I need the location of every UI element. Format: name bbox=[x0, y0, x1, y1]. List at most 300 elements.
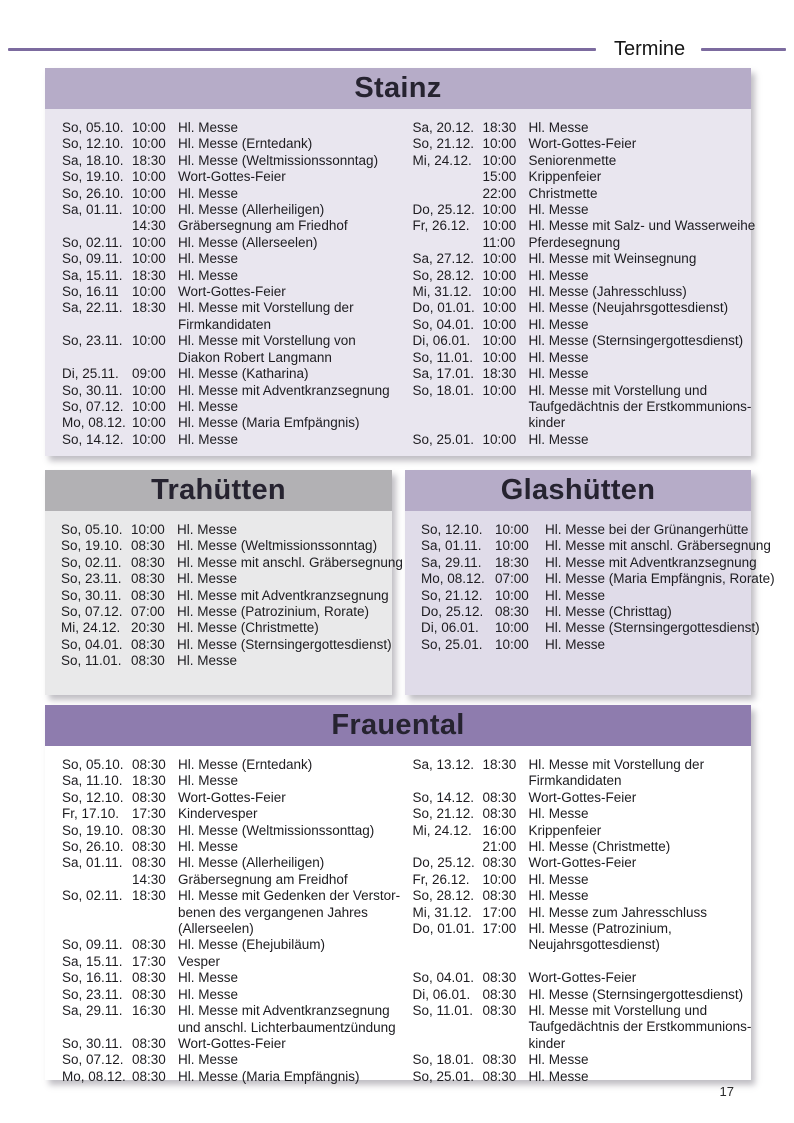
schedule-row bbox=[62, 823, 397, 839]
event-description: Hl. Messe mit Vorstellung der bbox=[528, 757, 705, 772]
event-time: 08:30 bbox=[131, 636, 165, 652]
schedule-row bbox=[413, 120, 748, 136]
schedule-row bbox=[413, 1069, 748, 1085]
schedule-row bbox=[412, 218, 756, 234]
schedule-row bbox=[62, 806, 397, 822]
event-date: Mo, 08.12. bbox=[421, 571, 485, 587]
schedule-row bbox=[413, 169, 748, 185]
event-time bbox=[132, 921, 176, 937]
schedule-row bbox=[421, 637, 747, 653]
event-time bbox=[483, 1019, 527, 1035]
event-description: Hl. Messe bbox=[177, 522, 238, 537]
event-description: kinder bbox=[528, 415, 566, 431]
event-date: Mi, 24.12. bbox=[61, 620, 121, 636]
event-date: Sa, 13.12. bbox=[412, 757, 475, 772]
event-date: Fr, 26.12. bbox=[412, 218, 470, 234]
event-date: So, 25.01. bbox=[412, 1068, 475, 1084]
event-time: 20:30 bbox=[131, 620, 165, 636]
schedule-row bbox=[413, 268, 748, 284]
event-date: Di, 06.01. bbox=[421, 620, 479, 636]
event-time: 10:00 bbox=[482, 251, 517, 267]
event-date bbox=[62, 872, 132, 888]
event-description: Hl. Messe bbox=[178, 398, 239, 414]
event-description: Hl. Messe bbox=[177, 653, 238, 669]
schedule-row bbox=[413, 954, 748, 970]
event-date bbox=[62, 921, 132, 937]
schedule-row bbox=[62, 218, 397, 234]
event-date: Fr, 17.10. bbox=[62, 806, 120, 822]
event-time: 10:00 bbox=[131, 522, 165, 537]
event-date: So, 19.10. bbox=[62, 169, 124, 185]
event-description: Neujahrsgottesdienst) bbox=[528, 937, 660, 953]
schedule-row bbox=[413, 757, 748, 773]
event-time: 22:00 bbox=[482, 185, 517, 201]
event-date bbox=[413, 773, 483, 789]
event-description: Taufgedächtnis der Erstkommunions- bbox=[528, 1019, 752, 1035]
schedule-row bbox=[413, 251, 748, 267]
schedule-row bbox=[62, 855, 397, 871]
event-time: 10:00 bbox=[132, 185, 166, 201]
event-description: Hl. Messe bbox=[528, 1068, 589, 1084]
event-description: Hl. Messe bbox=[528, 120, 589, 135]
schedule-row bbox=[61, 636, 392, 653]
event-description: Hl. Messe (Maria Empfängnis, Rorate) bbox=[545, 571, 775, 587]
schedule-row bbox=[62, 1069, 397, 1085]
event-date: Sa, 11.10. bbox=[62, 773, 123, 789]
schedule-column bbox=[401, 757, 752, 1085]
event-date: Do, 01.01. bbox=[412, 300, 475, 316]
event-description: Hl. Messe (Jahresschluss) bbox=[528, 284, 687, 300]
event-description: Vesper bbox=[178, 953, 221, 969]
event-description: Hl. Messe (Weltmissionssonntag) bbox=[177, 538, 378, 554]
event-time: 08:30 bbox=[482, 986, 517, 1002]
event-time: 10:00 bbox=[482, 218, 517, 234]
event-description: Hl. Messe bbox=[528, 267, 589, 283]
event-date: So, 02.11. bbox=[62, 234, 123, 250]
event-description: Hl. Messe (Allerheiligen) bbox=[178, 855, 325, 871]
schedule-row bbox=[413, 888, 748, 904]
event-date: So, 09.11. bbox=[62, 937, 123, 953]
event-date bbox=[413, 399, 483, 415]
event-date bbox=[413, 186, 483, 202]
schedule-row bbox=[61, 620, 388, 636]
event-date: So, 26.10. bbox=[62, 839, 124, 855]
event-time: 10:00 bbox=[482, 267, 517, 283]
schedule-row bbox=[413, 317, 748, 333]
event-description: benen des vergangenen Jahres bbox=[178, 904, 368, 920]
event-time: 10:00 bbox=[482, 382, 517, 398]
event-date: Di, 06.01. bbox=[412, 986, 471, 1002]
event-time: 08:30 bbox=[132, 789, 166, 805]
event-date: So, 05.10. bbox=[62, 120, 124, 135]
event-description: Hl. Messe (Ehejubiläum) bbox=[178, 937, 326, 953]
event-date: Di, 06.01. bbox=[412, 333, 471, 349]
event-description: kinder bbox=[528, 1035, 566, 1051]
event-time: 08:30 bbox=[131, 571, 165, 587]
event-description: Hl. Messe mit Adventkranzsegnung bbox=[178, 382, 390, 398]
event-time: 08:30 bbox=[131, 587, 165, 603]
schedule-row bbox=[413, 186, 748, 202]
event-description: Wort-Gottes-Feier bbox=[178, 284, 286, 300]
event-time bbox=[483, 1036, 527, 1052]
event-date: So, 09.11. bbox=[62, 251, 123, 267]
schedule-row bbox=[61, 571, 388, 587]
schedule-row bbox=[62, 333, 397, 349]
schedule-column bbox=[45, 522, 403, 670]
schedule-row bbox=[62, 921, 397, 937]
event-time bbox=[483, 773, 527, 789]
event-description: Wort-Gottes-Feier bbox=[528, 136, 637, 152]
schedule-row bbox=[62, 1036, 397, 1052]
schedule-row bbox=[62, 136, 397, 152]
event-time: 10:00 bbox=[482, 202, 517, 218]
event-date: So, 02.11. bbox=[61, 554, 122, 570]
event-time: 18:30 bbox=[132, 888, 166, 904]
schedule-row bbox=[62, 1020, 397, 1036]
section-frauental bbox=[45, 705, 752, 1084]
event-date: So, 12.10. bbox=[421, 522, 483, 537]
event-date bbox=[413, 1036, 483, 1052]
event-description: Hl. Messe bbox=[528, 349, 589, 365]
event-date: So, 23.11. bbox=[61, 571, 122, 587]
schedule-row bbox=[61, 538, 388, 554]
event-time: 18:30 bbox=[482, 120, 517, 135]
schedule-row bbox=[413, 432, 748, 448]
event-date bbox=[62, 905, 132, 921]
event-date: So, 28.12. bbox=[412, 888, 475, 904]
schedule-row bbox=[413, 806, 748, 822]
event-description: Hl. Messe mit anschl. Gräbersegnung bbox=[545, 538, 771, 554]
event-date: Mi, 31.12. bbox=[412, 904, 472, 920]
event-description: Hl. Messe mit Salz- und Wasserweihe bbox=[528, 218, 756, 234]
event-time: 18:30 bbox=[482, 757, 517, 772]
event-description: Wort-Gottes-Feier bbox=[178, 789, 286, 805]
event-description: Hl. Messe (Weltmissionssonntag) bbox=[178, 152, 379, 168]
event-time: 10:00 bbox=[495, 636, 529, 652]
event-date: Mi, 24.12. bbox=[412, 822, 472, 838]
event-date: So, 16.11. bbox=[62, 970, 123, 986]
schedule-row bbox=[421, 571, 775, 587]
schedule-row bbox=[413, 350, 748, 366]
event-date: So, 07.12. bbox=[62, 1052, 124, 1068]
schedule-row bbox=[413, 1052, 748, 1068]
schedule-row bbox=[421, 554, 757, 571]
event-date: So, 30.11. bbox=[62, 382, 123, 398]
event-time: 08:30 bbox=[482, 806, 517, 822]
event-date bbox=[62, 317, 132, 333]
event-time: 10:00 bbox=[132, 398, 166, 414]
schedule-row bbox=[413, 1003, 748, 1019]
page-number: 17 bbox=[719, 1084, 734, 1099]
event-description: Hl. Messe mit Vorstellung von bbox=[178, 333, 356, 349]
event-date: So, 14.12. bbox=[412, 789, 475, 805]
event-description: Gräbersegnung am Freidhof bbox=[178, 871, 348, 887]
event-description: Hl. Messe bbox=[178, 970, 239, 986]
event-date: So, 11.01. bbox=[412, 1003, 474, 1019]
event-time bbox=[483, 399, 527, 415]
schedule-row bbox=[62, 366, 397, 382]
event-time: 10:00 bbox=[132, 234, 166, 250]
event-time: 10:00 bbox=[482, 300, 517, 316]
schedule-row bbox=[413, 366, 748, 382]
event-time: 08:30 bbox=[132, 1052, 166, 1068]
schedule-row bbox=[61, 522, 388, 538]
event-description: Hl. Messe (Christmette) bbox=[528, 839, 671, 855]
event-description: Hl. Messe (Sternsingergottesdienst) bbox=[528, 986, 744, 1002]
event-description: Hl. Messe (Katharina) bbox=[178, 366, 309, 382]
event-time bbox=[132, 905, 176, 921]
section-stainz bbox=[45, 68, 756, 456]
schedule-row bbox=[61, 554, 403, 571]
event-date: Sa, 29.11. bbox=[421, 554, 482, 570]
event-time: 07:00 bbox=[131, 604, 165, 620]
schedule-row bbox=[62, 1052, 397, 1068]
event-time: 10:00 bbox=[482, 136, 517, 152]
event-time: 14:30 bbox=[132, 218, 166, 234]
event-date: So, 11.01. bbox=[61, 653, 122, 669]
schedule-row bbox=[413, 905, 748, 921]
event-time bbox=[483, 954, 527, 970]
event-time: 10:00 bbox=[132, 431, 166, 447]
schedule-row bbox=[62, 186, 397, 202]
event-description: Taufgedächtnis der Erstkommunions- bbox=[528, 398, 752, 414]
schedule-row bbox=[62, 399, 397, 415]
schedule-row bbox=[413, 333, 748, 349]
event-time: 10:00 bbox=[132, 120, 166, 135]
schedule-row bbox=[62, 432, 397, 448]
event-date bbox=[62, 218, 132, 234]
schedule-row bbox=[413, 383, 748, 399]
schedule-row bbox=[62, 839, 397, 855]
event-date: Sa, 15.11. bbox=[62, 953, 123, 969]
event-date: Mo, 08.12. bbox=[62, 1068, 126, 1084]
event-time: 10:00 bbox=[482, 284, 517, 300]
event-description: Hl. Messe bbox=[528, 366, 589, 382]
event-date: Mi, 31.12. bbox=[412, 284, 472, 300]
schedule-row bbox=[421, 522, 747, 538]
event-description: Hl. Messe (Erntedank) bbox=[178, 757, 313, 772]
event-description: Hl. Messe mit Vorstellung der bbox=[178, 300, 354, 316]
schedule-column bbox=[45, 120, 401, 448]
event-description: Hl. Messe bbox=[178, 431, 239, 447]
event-time: 10:00 bbox=[495, 620, 529, 636]
event-description: Pferdesegnung bbox=[528, 234, 621, 250]
section-body-stainz bbox=[45, 109, 756, 456]
event-description: (Allerseelen) bbox=[178, 921, 254, 937]
event-time: 18:30 bbox=[132, 300, 166, 316]
event-description: Wort-Gottes-Feier bbox=[178, 1035, 286, 1051]
event-date: Sa, 29.11. bbox=[62, 1003, 123, 1019]
schedule-row bbox=[62, 350, 397, 366]
schedule-row bbox=[413, 790, 748, 806]
event-time: 08:30 bbox=[482, 970, 517, 986]
event-date: Do, 25.12. bbox=[421, 604, 484, 620]
schedule-row bbox=[62, 169, 397, 185]
event-description: Hl. Messe bbox=[178, 986, 239, 1002]
event-description: Hl. Messe bbox=[528, 316, 589, 332]
event-time: 08:30 bbox=[132, 970, 166, 986]
event-description: Hl. Messe (Sternsingergottesdienst) bbox=[545, 620, 760, 636]
schedule-row bbox=[413, 823, 748, 839]
schedule-row bbox=[61, 604, 388, 620]
event-description: Hl. Messe zum Jahresschluss bbox=[528, 904, 708, 920]
event-description: Krippenfeier bbox=[528, 822, 602, 838]
event-date: So, 26.10. bbox=[62, 185, 124, 201]
event-description: Hl. Messe (Erntedank) bbox=[178, 136, 313, 152]
schedule-row bbox=[62, 317, 397, 333]
event-date: So, 16.11 bbox=[62, 284, 119, 300]
event-description: Hl. Messe (Allerheiligen) bbox=[178, 202, 325, 218]
event-time: 08:30 bbox=[131, 653, 165, 669]
schedule-row bbox=[413, 872, 748, 888]
event-date: Sa, 22.11. bbox=[62, 300, 123, 316]
schedule-row bbox=[62, 905, 397, 921]
event-time: 08:30 bbox=[482, 855, 517, 871]
event-date: Sa, 18.10. bbox=[62, 152, 124, 168]
event-description: Hl. Messe bbox=[545, 636, 606, 652]
schedule-row bbox=[413, 398, 752, 415]
event-description: Hl. Messe mit Adventkranzsegnung bbox=[545, 554, 757, 570]
event-description: Hl. Messe bbox=[178, 1052, 239, 1068]
event-date: Sa, 17.01. bbox=[412, 366, 475, 382]
event-description: Hl. Messe (Christtag) bbox=[545, 604, 672, 620]
event-date: So, 14.12. bbox=[62, 431, 124, 447]
event-description: Hl. Messe bbox=[178, 839, 239, 855]
event-time: 10:00 bbox=[482, 871, 517, 887]
event-description: Hl. Messe bbox=[178, 120, 239, 135]
schedule-row bbox=[413, 970, 748, 986]
event-date: So, 12.10. bbox=[62, 136, 124, 152]
event-time: 08:30 bbox=[132, 937, 166, 953]
schedule-row bbox=[413, 987, 748, 1003]
schedule-row bbox=[62, 937, 397, 953]
event-description: Hl. Messe (Patrozinium, Rorate) bbox=[177, 604, 370, 620]
event-description: Krippenfeier bbox=[528, 169, 602, 185]
schedule-row bbox=[62, 383, 397, 399]
event-time: 08:30 bbox=[482, 1052, 517, 1068]
event-description: Seniorenmette bbox=[528, 152, 617, 168]
event-time: 08:30 bbox=[132, 822, 166, 838]
event-date: So, 07.12. bbox=[61, 604, 123, 620]
schedule-row bbox=[61, 588, 388, 604]
event-date: So, 04.01. bbox=[412, 316, 475, 332]
event-description: Hl. Messe (Sternsingergottesdienst) bbox=[177, 636, 392, 652]
schedule-row bbox=[62, 415, 397, 431]
event-description: Hl. Messe bbox=[177, 571, 238, 587]
schedule-row bbox=[413, 153, 748, 169]
section-title-stainz: Stainz bbox=[45, 68, 751, 109]
schedule-row bbox=[421, 620, 760, 636]
schedule-column bbox=[45, 757, 401, 1085]
event-date bbox=[413, 169, 483, 185]
event-time: 08:30 bbox=[482, 888, 517, 904]
event-description: Christmette bbox=[528, 185, 598, 201]
event-description: Hl. Messe bbox=[178, 251, 239, 267]
schedule-row bbox=[413, 839, 748, 855]
event-date: So, 05.10. bbox=[61, 522, 123, 537]
event-time: 10:00 bbox=[132, 202, 166, 218]
event-time: 08:30 bbox=[132, 855, 166, 871]
event-time bbox=[132, 350, 176, 366]
event-time: 08:30 bbox=[482, 1068, 517, 1084]
schedule-row bbox=[62, 120, 397, 136]
event-time: 10:00 bbox=[482, 431, 517, 447]
event-time: 07:00 bbox=[495, 571, 529, 587]
event-date: Sa, 01.11. bbox=[62, 855, 123, 871]
event-date: So, 21.12. bbox=[421, 587, 483, 603]
schedule-row bbox=[62, 888, 401, 904]
event-description: Hl. Messe (Christmette) bbox=[177, 620, 319, 636]
event-time: 10:00 bbox=[132, 251, 166, 267]
event-time: 16:30 bbox=[132, 1003, 166, 1019]
event-time: 17:00 bbox=[482, 904, 517, 920]
event-date: So, 30.11. bbox=[62, 1035, 123, 1051]
event-date bbox=[413, 235, 483, 251]
event-description: Hl. Messe bei der Grünangerhütte bbox=[545, 522, 749, 537]
event-date: Sa, 27.12. bbox=[412, 251, 475, 267]
schedule-row bbox=[62, 153, 397, 169]
event-time bbox=[132, 317, 176, 333]
schedule-row bbox=[413, 937, 748, 953]
event-description: Hl. Messe (Neujahrsgottesdienst) bbox=[528, 300, 729, 316]
event-time: 18:30 bbox=[495, 554, 529, 570]
schedule-column bbox=[401, 120, 756, 448]
event-time: 08:30 bbox=[482, 1003, 517, 1019]
event-time: 10:00 bbox=[132, 333, 166, 349]
event-time: 21:00 bbox=[482, 839, 517, 855]
section-body-glashuetten bbox=[405, 511, 775, 695]
event-description: Hl. Messe (Maria Emfpängnis) bbox=[178, 415, 360, 431]
section-glashuetten bbox=[405, 470, 775, 695]
event-date: So, 11.01. bbox=[412, 349, 474, 365]
event-time: 17:30 bbox=[132, 953, 166, 969]
event-date: Do, 25.12. bbox=[412, 202, 475, 218]
event-time: 08:30 bbox=[132, 1035, 166, 1051]
event-time bbox=[132, 1020, 176, 1036]
schedule-row bbox=[413, 300, 748, 316]
schedule-column bbox=[405, 522, 775, 653]
section-body-frauental bbox=[45, 746, 752, 1084]
event-time: 10:00 bbox=[495, 538, 529, 554]
schedule-row bbox=[62, 970, 397, 986]
event-date: So, 02.11. bbox=[62, 888, 123, 904]
event-description: Hl. Messe bbox=[178, 773, 239, 789]
schedule-row bbox=[413, 855, 748, 871]
event-description: Hl. Messe mit Gedenken der Verstor- bbox=[178, 888, 401, 904]
event-date: So, 04.01. bbox=[412, 970, 475, 986]
event-date: Sa, 15.11. bbox=[62, 267, 123, 283]
schedule-row bbox=[413, 773, 748, 789]
event-time: 18:30 bbox=[482, 366, 517, 382]
event-date: So, 21.12. bbox=[412, 806, 475, 822]
schedule-row bbox=[62, 202, 397, 218]
event-description: Gräbersegnung am Friedhof bbox=[178, 218, 348, 234]
event-date: Do, 25.12. bbox=[412, 855, 475, 871]
event-date: So, 30.11. bbox=[61, 587, 122, 603]
event-time: 18:30 bbox=[132, 267, 166, 283]
event-description: Firmkandidaten bbox=[528, 773, 622, 789]
event-description: Hl. Messe mit Vorstellung und bbox=[528, 1003, 708, 1019]
schedule-row bbox=[62, 1003, 397, 1019]
event-date: Fr, 26.12. bbox=[412, 871, 470, 887]
event-description: Hl. Messe bbox=[528, 1052, 589, 1068]
event-time: 15:00 bbox=[482, 169, 517, 185]
event-date: So, 23.11. bbox=[62, 333, 123, 349]
event-time: 10:00 bbox=[482, 152, 517, 168]
schedule-row bbox=[62, 773, 397, 789]
event-description: Hl. Messe mit anschl. Gräbersegnung bbox=[177, 554, 403, 570]
schedule-row bbox=[413, 1036, 748, 1052]
